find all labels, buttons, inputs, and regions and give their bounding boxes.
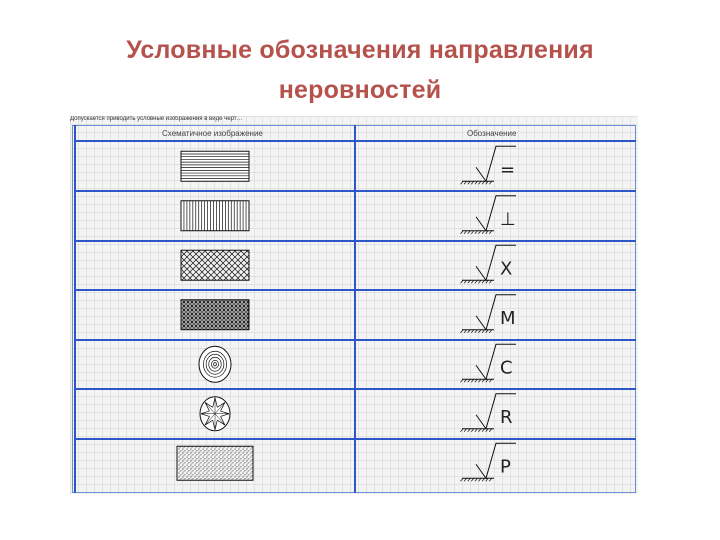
symbol-letter-crossed: X [500, 258, 513, 280]
symbols-canvas [70, 116, 638, 494]
table-caption-text: Допускается приводить условные изображения в виде черт… [70, 116, 243, 122]
roughness-symbol-multidirectional [461, 295, 517, 333]
schematic-radial [200, 397, 230, 431]
schematic-multidirectional [181, 300, 249, 330]
slide-title [40, 30, 680, 110]
symbol-letter-perpendicular: ⊥ [500, 208, 516, 230]
schematic-parallel [181, 151, 249, 181]
roughness-symbol-radial [461, 394, 517, 432]
symbol-letter-circular: C [500, 357, 513, 379]
roughness-symbol-point [461, 443, 517, 481]
schematic-perpendicular [181, 201, 249, 231]
roughness-direction-table [70, 116, 638, 494]
symbol-letter-parallel: = [500, 159, 516, 181]
schematic-point [177, 446, 253, 480]
symbol-letter-radial: R [500, 406, 513, 428]
symbol-letter-point: P [500, 456, 511, 478]
column-header-designation: Обозначение [467, 129, 517, 138]
symbol-letter-multidirectional: M [500, 307, 516, 329]
slide-title-line-2: неровностей [278, 76, 442, 104]
roughness-symbol-circular [461, 344, 517, 382]
slide-title-line-1: Условные обозначения направления [126, 36, 594, 64]
roughness-symbol-parallel [461, 146, 517, 184]
column-header-schematic: Схематичное изображение [162, 129, 263, 138]
roughness-symbol-crossed [461, 245, 517, 283]
schematic-circular [199, 346, 231, 382]
schematic-crossed [181, 250, 249, 280]
roughness-symbol-perpendicular [461, 196, 517, 234]
